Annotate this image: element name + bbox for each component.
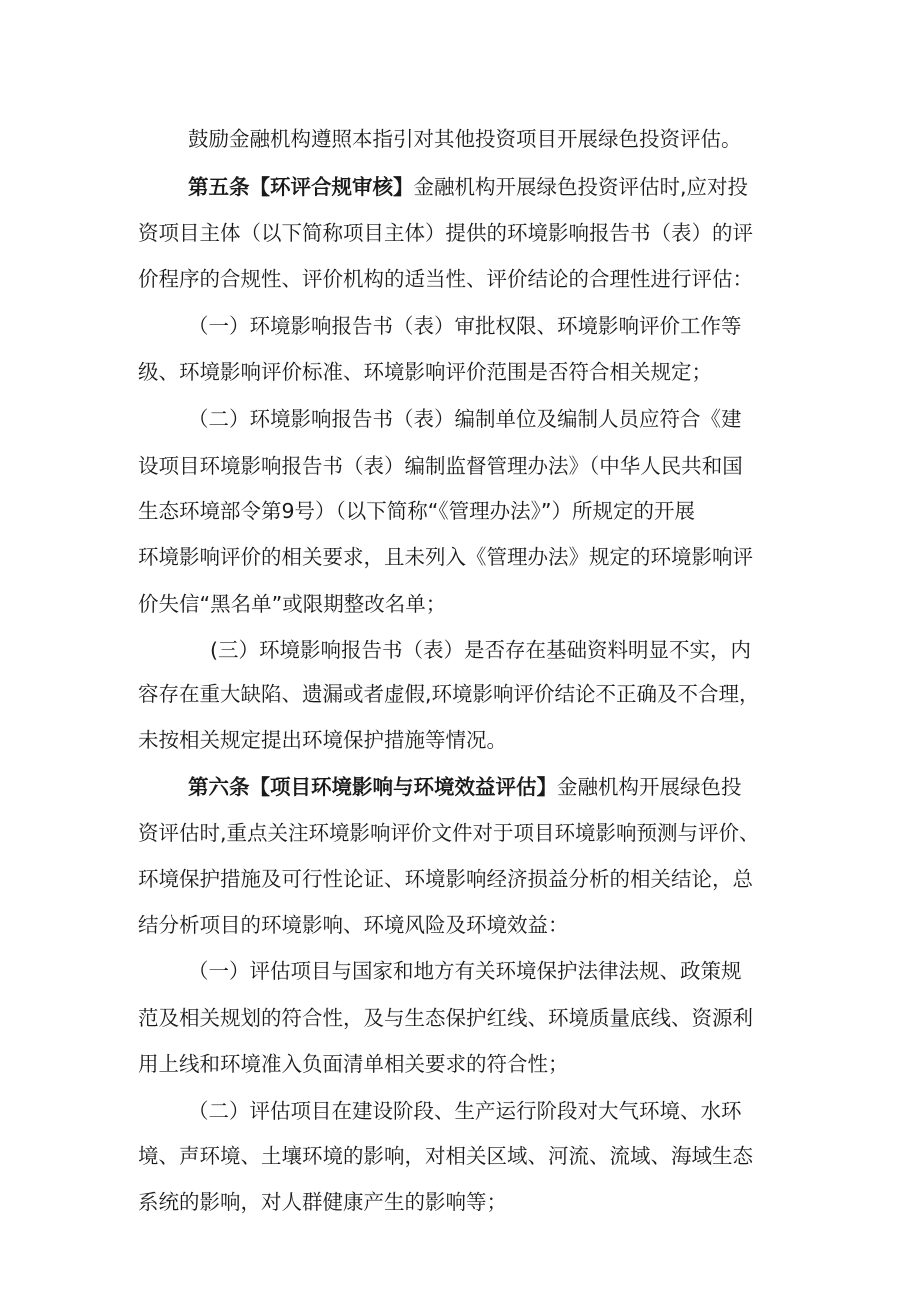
article-6-heading: 第六条【项目环境影响与环境效益评估】	[188, 775, 557, 799]
paragraph-text: 金融机构开展绿色投	[557, 775, 742, 799]
paragraph-line: （二）环境影响报告书（表）编制单位及编制人员应符合《建	[188, 407, 742, 431]
paragraph-line: 境、声环境、土壤环境的影响，对相关区域、河流、流域、海域生态	[138, 1144, 753, 1168]
paragraph-line: 未按相关规定提出环境保护措施等情况。	[138, 728, 507, 752]
paragraph-line: 用上线和环境准入负面清单相关要求的符合性；	[138, 1052, 569, 1076]
paragraph-line: 生态环境部令第9号）（以下简称“《管理办法》”）所规定的开展	[138, 499, 696, 523]
article-6-line	[188, 772, 742, 802]
paragraph-line: 系统的影响，对人群健康产生的影响等；	[138, 1190, 507, 1214]
paragraph-line: 价失信“黑名单”或限期整改名单；	[138, 592, 447, 616]
paragraph-line: （二）评估项目在建设阶段、生产运行阶段对大气环境、水环	[188, 1099, 742, 1123]
paragraph-line: 级、环境影响评价标准、环境影响评价范围是否符合相关规定；	[138, 360, 712, 384]
paragraph-line: 容存在重大缺陷、遗漏或者虚假,环境影响评价结论不正确及不合理，	[138, 682, 760, 706]
paragraph-line: 价程序的合规性、评价机构的适当性、评价结论的合理性进行评估：	[138, 267, 753, 291]
paragraph-line: 环境保护措施及可行性论证、环境影响经济损益分析的相关结论，总	[138, 867, 753, 891]
paragraph-line: (三）环境影响报告书（表）是否存在基础资料明显不实，内	[210, 638, 751, 662]
paragraph-text: 金融机构开展绿色投资评估时,应对投	[413, 175, 749, 199]
paragraph-line: 范及相关规划的符合性，及与生态保护红线、环境质量底线、资源利	[138, 1006, 753, 1030]
article-5-heading: 第五条【环评合规审核】	[188, 175, 414, 199]
paragraph-line: 环境影响评价的相关要求，且未列入《管理办法》规定的环境影响评	[138, 545, 753, 569]
paragraph-line: （一）评估项目与国家和地方有关环境保护法律法规、政策规	[188, 959, 742, 983]
paragraph-line: 结分析项目的环境影响、环境风险及环境效益：	[138, 913, 569, 937]
paragraph-line: 鼓励金融机构遵照本指引对其他投资项目开展绿色投资评估。	[188, 127, 742, 151]
paragraph-line: 设项目环境影响报告书（表）编制监督管理办法》（中华人民共和国	[138, 454, 743, 478]
paragraph-line: （一）环境影响报告书（表）审批权限、环境影响评价工作等	[188, 314, 742, 338]
paragraph-line: 资项目主体（以下简称项目主体）提供的环境影响报告书（表）的评	[138, 221, 753, 245]
article-5-line	[188, 172, 748, 202]
paragraph-line: 资评估时,重点关注环境影响评价文件对于项目环境影响预测与评价、	[138, 821, 760, 845]
